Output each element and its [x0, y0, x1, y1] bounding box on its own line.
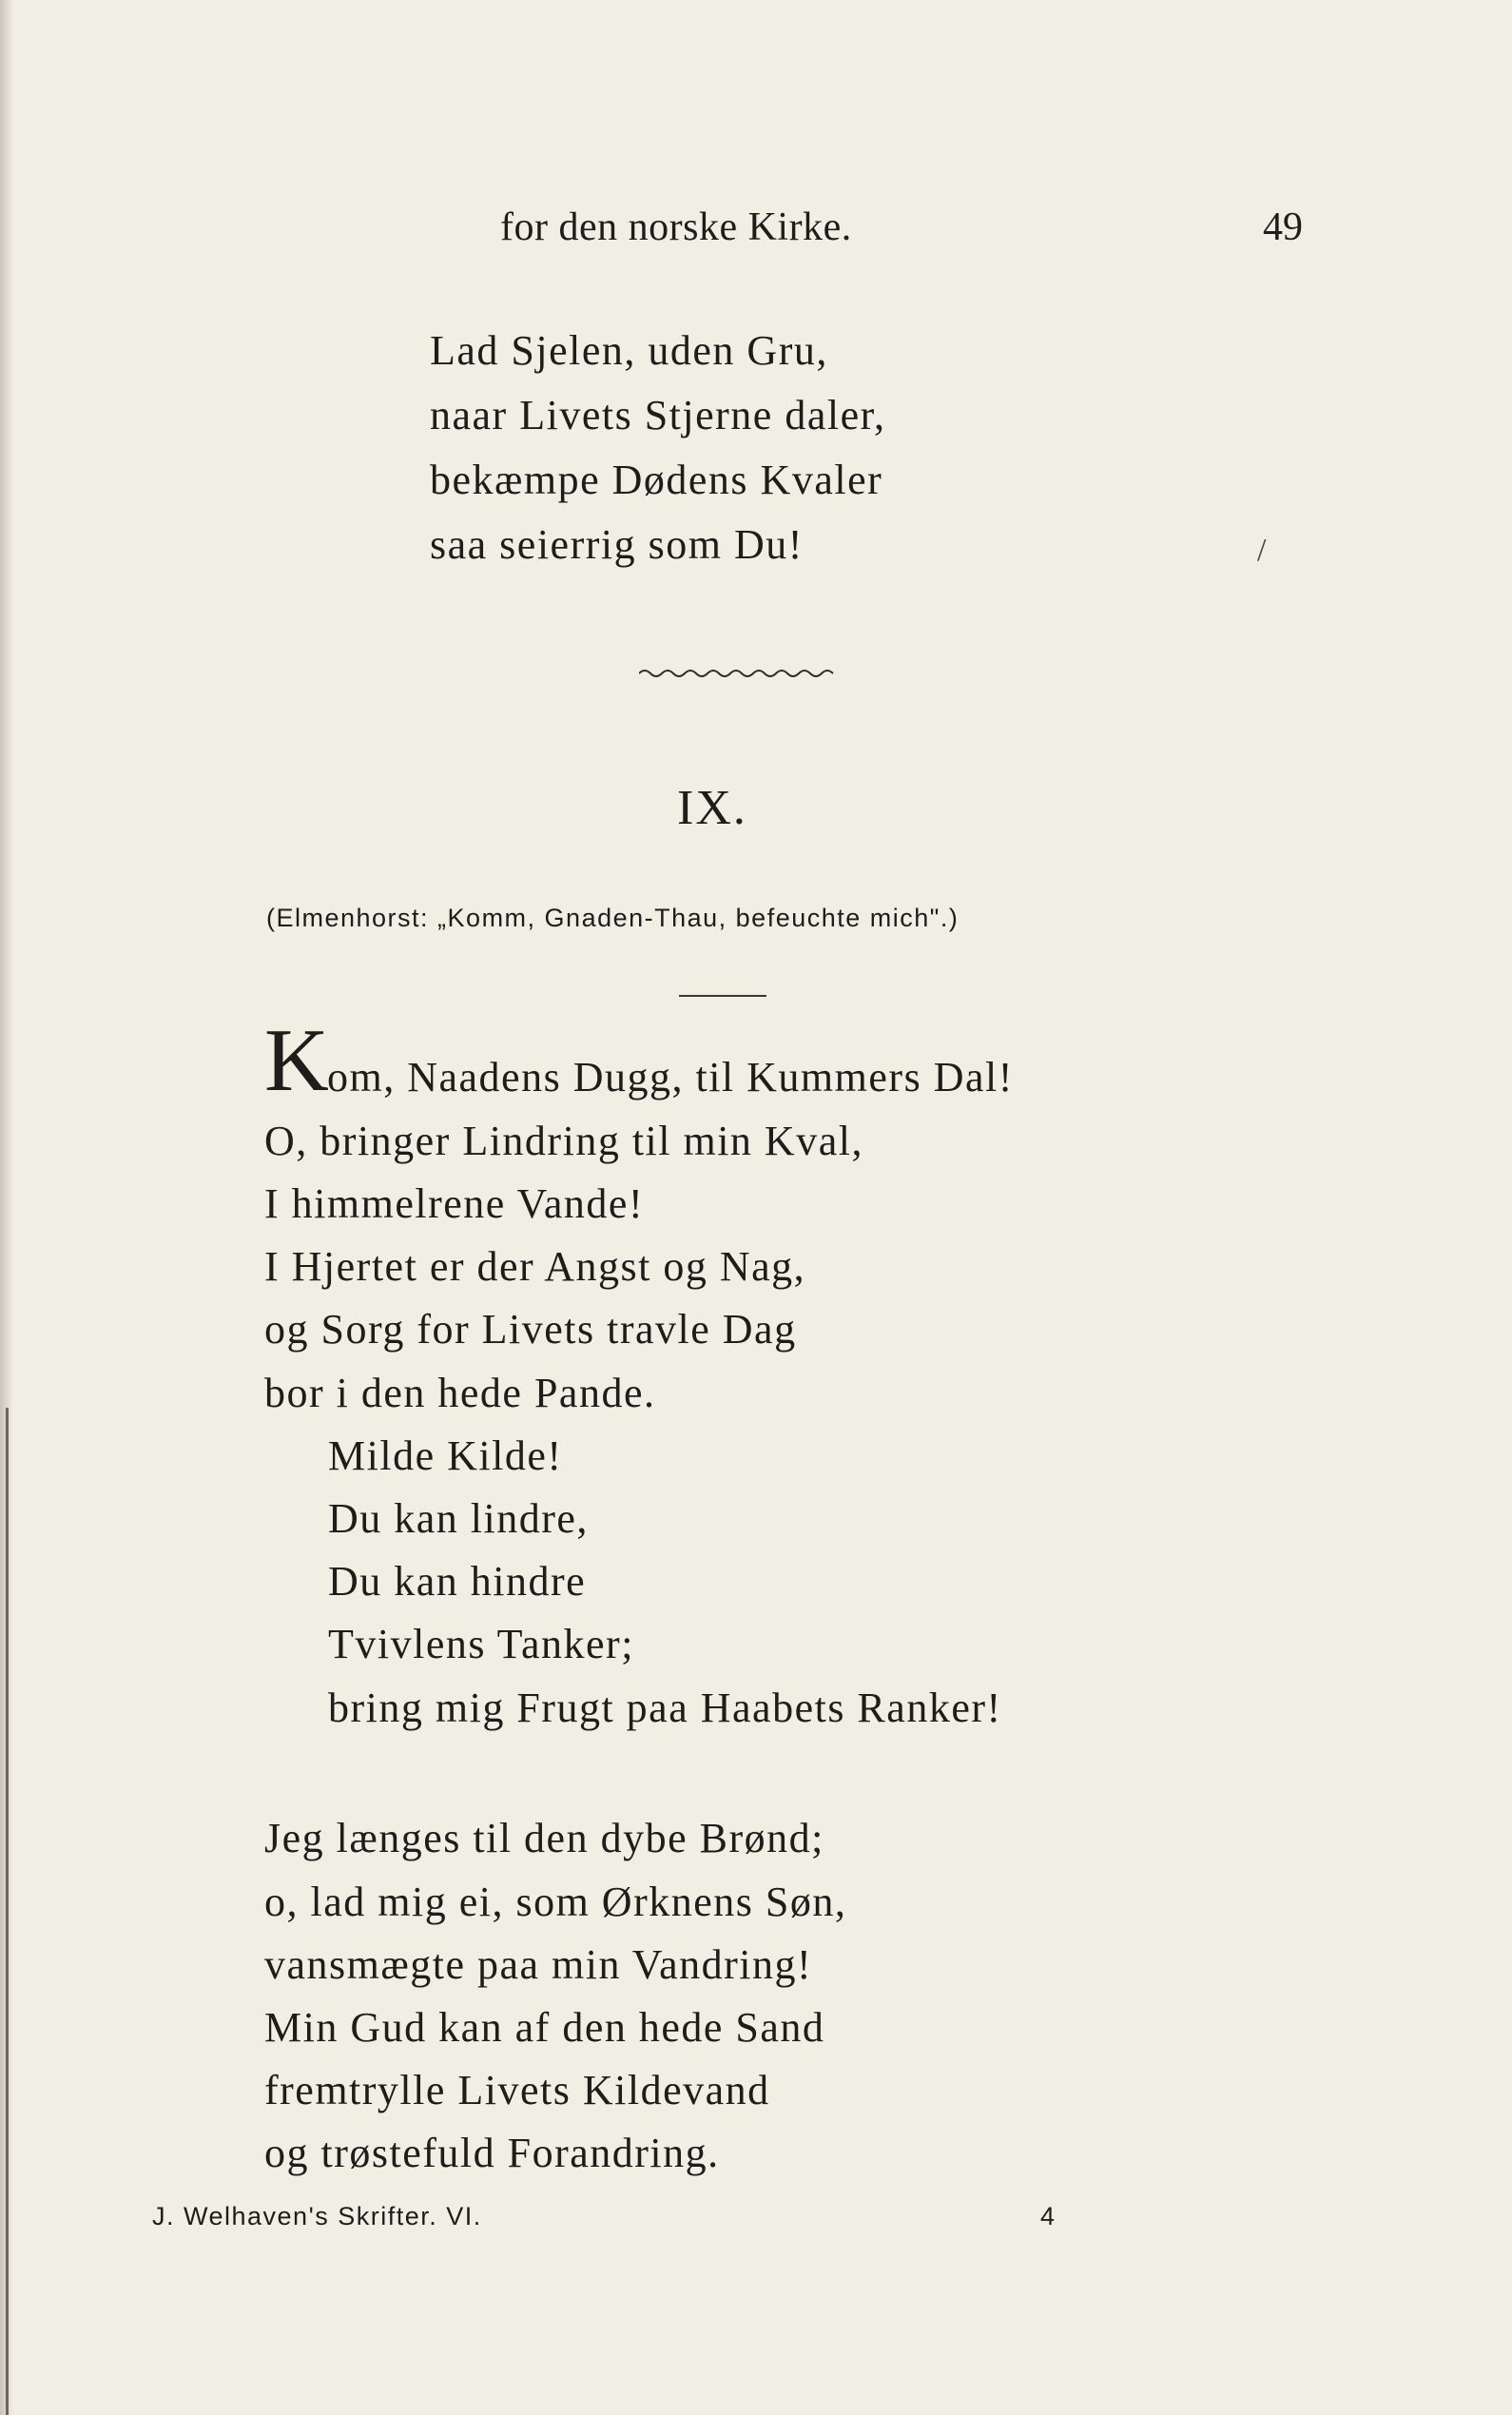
sheet-number: 4	[1040, 2202, 1056, 2230]
verse-line: o, lad mig ei, som Ørknens Søn,	[264, 1879, 847, 1925]
verse-line: vansmægte paa min Vandring!	[264, 1941, 813, 1988]
verse-line: bekæmpe Dødens Kvaler	[430, 457, 883, 503]
page-number: 49	[1263, 205, 1303, 249]
verse-line: Du kan hindre	[328, 1558, 587, 1605]
melody-reference: (Elmenhorst: „Komm, Gnaden-Thau, befeuchte mich".)	[266, 904, 960, 932]
ornamental-wave-divider	[639, 664, 835, 679]
short-rule	[679, 995, 766, 997]
verse-line: Du kan lindre,	[328, 1495, 589, 1542]
verse-line: bring mig Frugt paa Haabets Ranker!	[328, 1685, 1002, 1731]
verse-line: I himmelrene Vande!	[264, 1180, 645, 1227]
verse-line: om, Naadens Dugg, til Kummers Dal!	[327, 1054, 1014, 1100]
verse-line: Lad Sjelen, uden Gru,	[430, 327, 828, 374]
verse-line: og Sorg for Livets travle Dag	[264, 1306, 797, 1353]
verse-line: Jeg længes til den dybe Brønd;	[264, 1815, 824, 1861]
verse-line: saa seierrig som Du!	[430, 521, 804, 568]
verse-line: Tvivlens Tanker;	[328, 1621, 634, 1667]
running-header: for den norske Kirke.	[500, 205, 852, 249]
verse-line: bor i den hede Pande.	[264, 1370, 656, 1416]
verse-line: naar Livets Stjerne daler,	[430, 392, 886, 438]
verse-line: I Hjertet er der Angst og Nag,	[264, 1243, 806, 1290]
verse-line: Min Gud kan af den hede Sand	[264, 2004, 825, 2051]
verse-line: Milde Kilde!	[328, 1432, 563, 1479]
binding-line	[6, 1408, 9, 2415]
verse-line: fremtrylle Livets Kildevand	[264, 2067, 770, 2113]
printer-signature: J. Welhaven's Skrifter. VI.	[152, 2202, 482, 2230]
section-number: IX.	[677, 781, 747, 835]
drop-cap: K	[264, 1011, 329, 1110]
margin-pencil-mark: /	[1257, 533, 1267, 568]
verse-line: O, bringer Lindring til min Kval,	[264, 1118, 863, 1164]
verse-line: og trøstefuld Forandring.	[264, 2130, 720, 2176]
